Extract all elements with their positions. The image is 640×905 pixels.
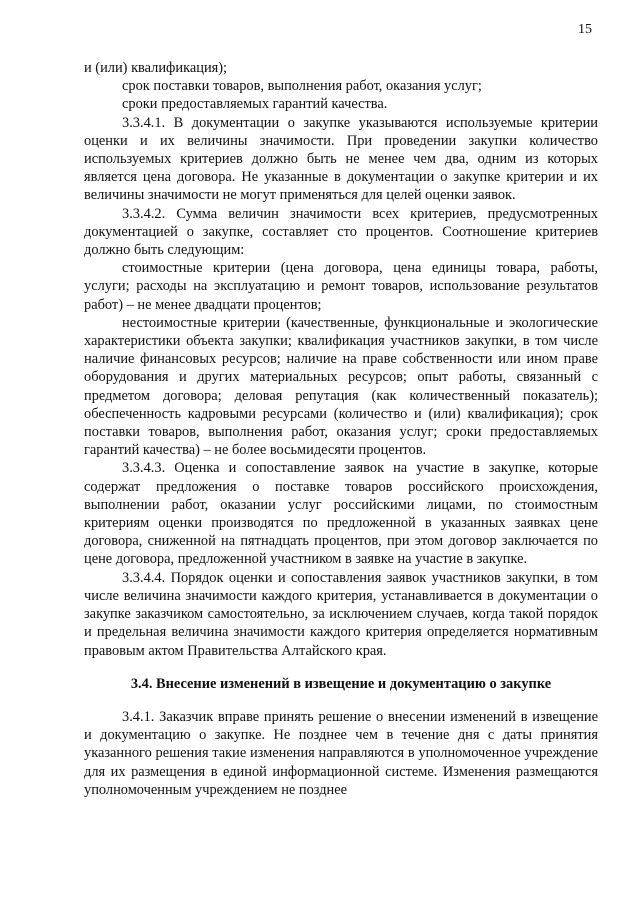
paragraph-3-3-4-2: 3.3.4.2. Сумма величин значимости всех критериев, предусмотренных документацией о закупке, составляет сто процентов. Соотношение критериев должно быть следующим:	[84, 205, 598, 259]
text-line: и (или) квалификация);	[84, 60, 228, 76]
list-item: срок поставки товаров, выполнения работ, оказания услуг;	[122, 78, 482, 95]
page-number: 15	[578, 22, 592, 37]
paragraph-3-3-4-4: 3.3.4.4. Порядок оценки и сопоставления заявок участников закупки, в том числе величина значимости каждого критерия, устанавливается в документации о закупке заказчиком самостоятельно, за исключением случаев, когда такой порядок и предельная величина значимости каждого критерия определяется нормативным правовым актом Правительства Алтайского края.	[84, 569, 598, 659]
paragraph-cost-criteria: стоимостные критерии (цена договора, цена единицы товара, работы, услуги; расходы на эксплуатацию и ремонт товаров, использование результатов работ) – не менее двадцати процентов;	[84, 260, 598, 313]
document-body	[84, 59, 598, 799]
paragraph-3-3-4-3: 3.3.4.3. Оценка и сопоставление заявок на участие в закупке, которые содержат предложения о поставке товаров российского происхождения, выполнении работ, оказании услуг российскими лицами, по стоимостным критериям оценки производятся по предложенной в указанных заявках цене договора, сниженной на пятнадцать процентов, при этом договор заключается по цене договора, предложенной участником в заявке на участие в закупке.	[84, 460, 598, 568]
paragraph-3-4-1: 3.4.1. Заказчик вправе принять решение о внесении изменений в извещение и документацию о закупке. Не позднее чем в течение дня с даты принятия указанного решения такие изменения направляются в уполномоченное учреждение для их размещения в единой информационной системе. Изменения размещаются уполномоченным учреждением не позднее	[84, 708, 598, 798]
section-heading-3-4: 3.4. Внесение изменений в извещение и документацию о закупке	[130, 675, 552, 692]
paragraph-noncost-criteria: нестоимостные критерии (качественные, функциональные и экологические характеристики объекта закупки; квалификация участников закупки, в том числе наличие финансовых ресурсов; наличие на праве собственности или ином праве оборудования и других материальных ресурсов; опыт работы, связанный с предметом договора; деловая репутация (как количественный показатель); обеспеченность кадровыми ресурсами (количество и (или) квалификация); срок поставки товаров, выполнения работ, оказания услуг; сроки предоставляемых гарантий качества) – не более восьмидесяти процентов.	[84, 314, 598, 459]
list-item: сроки предоставляемых гарантий качества.	[122, 96, 388, 113]
paragraph-3-3-4-1: 3.3.4.1. В документации о закупке указываются используемые критерии оценки и их величины значимости. При проведении закупки количество используемых критериев должно быть не менее чем два, одним из которых является цена договора. Не указанные в документации о закупке критерии и их величины значимости не могут применяться для целей оценки заявок.	[84, 114, 598, 204]
